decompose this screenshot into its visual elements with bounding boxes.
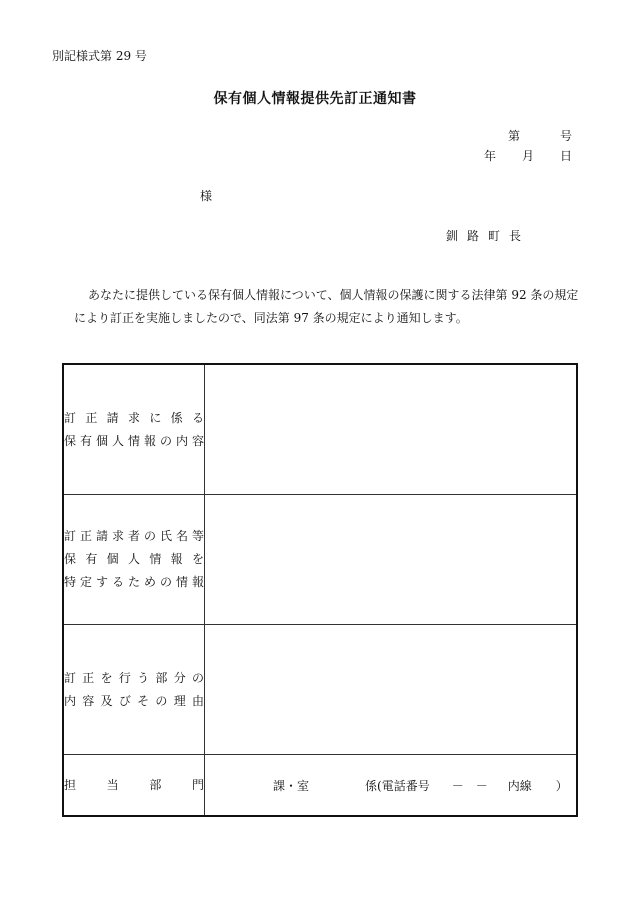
contact-extension: 内線: [507, 778, 532, 793]
document-number: [508, 127, 572, 144]
date-day: 日: [560, 149, 573, 163]
date-year: 年: [484, 149, 497, 163]
contact-label: [63, 755, 205, 817]
contact-value-cell[interactable]: [205, 755, 578, 817]
row-label: [63, 625, 205, 755]
contact-dash-2: －: [475, 778, 488, 793]
form-code: 別記様式第 29 号: [52, 49, 147, 63]
date-month: 月: [522, 149, 535, 163]
content-value-cell[interactable]: [205, 364, 578, 495]
contact-close: ）: [555, 778, 568, 793]
contact-info: [205, 755, 576, 815]
contact-dash-1: －: [451, 778, 464, 793]
doc-number-suffix: 号: [560, 129, 573, 143]
reason-value-cell[interactable]: [205, 625, 578, 755]
document-date: [484, 147, 572, 164]
label-line: 担当部門: [64, 777, 204, 792]
label-line: 保有個人情報の内容: [64, 433, 204, 448]
label-line: 訂正請求に係る: [64, 410, 204, 425]
doc-number-prefix: 第: [508, 129, 521, 143]
row-label: [63, 364, 205, 495]
document-title: 保有個人情報提供先訂正通知書: [213, 91, 417, 107]
table-row: [63, 625, 577, 755]
table-row: [63, 755, 577, 817]
contact-dept: 課・室: [273, 778, 310, 793]
row-label: [63, 495, 205, 625]
notice-table: [62, 363, 578, 817]
addressee-honorific: 様: [200, 189, 213, 203]
contact-section: 係(電話番号: [365, 778, 430, 793]
label-line: 内容及びその理由: [64, 693, 204, 708]
notice-body: あなたに提供している保有個人情報について、個人情報の保護に関する法律第 92 条の規定により訂正を実施しましたので、同法第 97 条の規定により通知します。: [74, 288, 579, 325]
label-line: 訂正請求者の氏名等: [64, 529, 204, 543]
requester-value-cell[interactable]: [205, 495, 578, 625]
table-row: [63, 495, 577, 625]
label-line: 保有個人情報を: [64, 552, 204, 566]
sender-name: 釧路町長: [446, 229, 531, 243]
table-row: [63, 364, 577, 495]
label-line: 特定するための情報: [64, 575, 204, 589]
label-line: 訂正を行う部分の: [64, 670, 204, 685]
